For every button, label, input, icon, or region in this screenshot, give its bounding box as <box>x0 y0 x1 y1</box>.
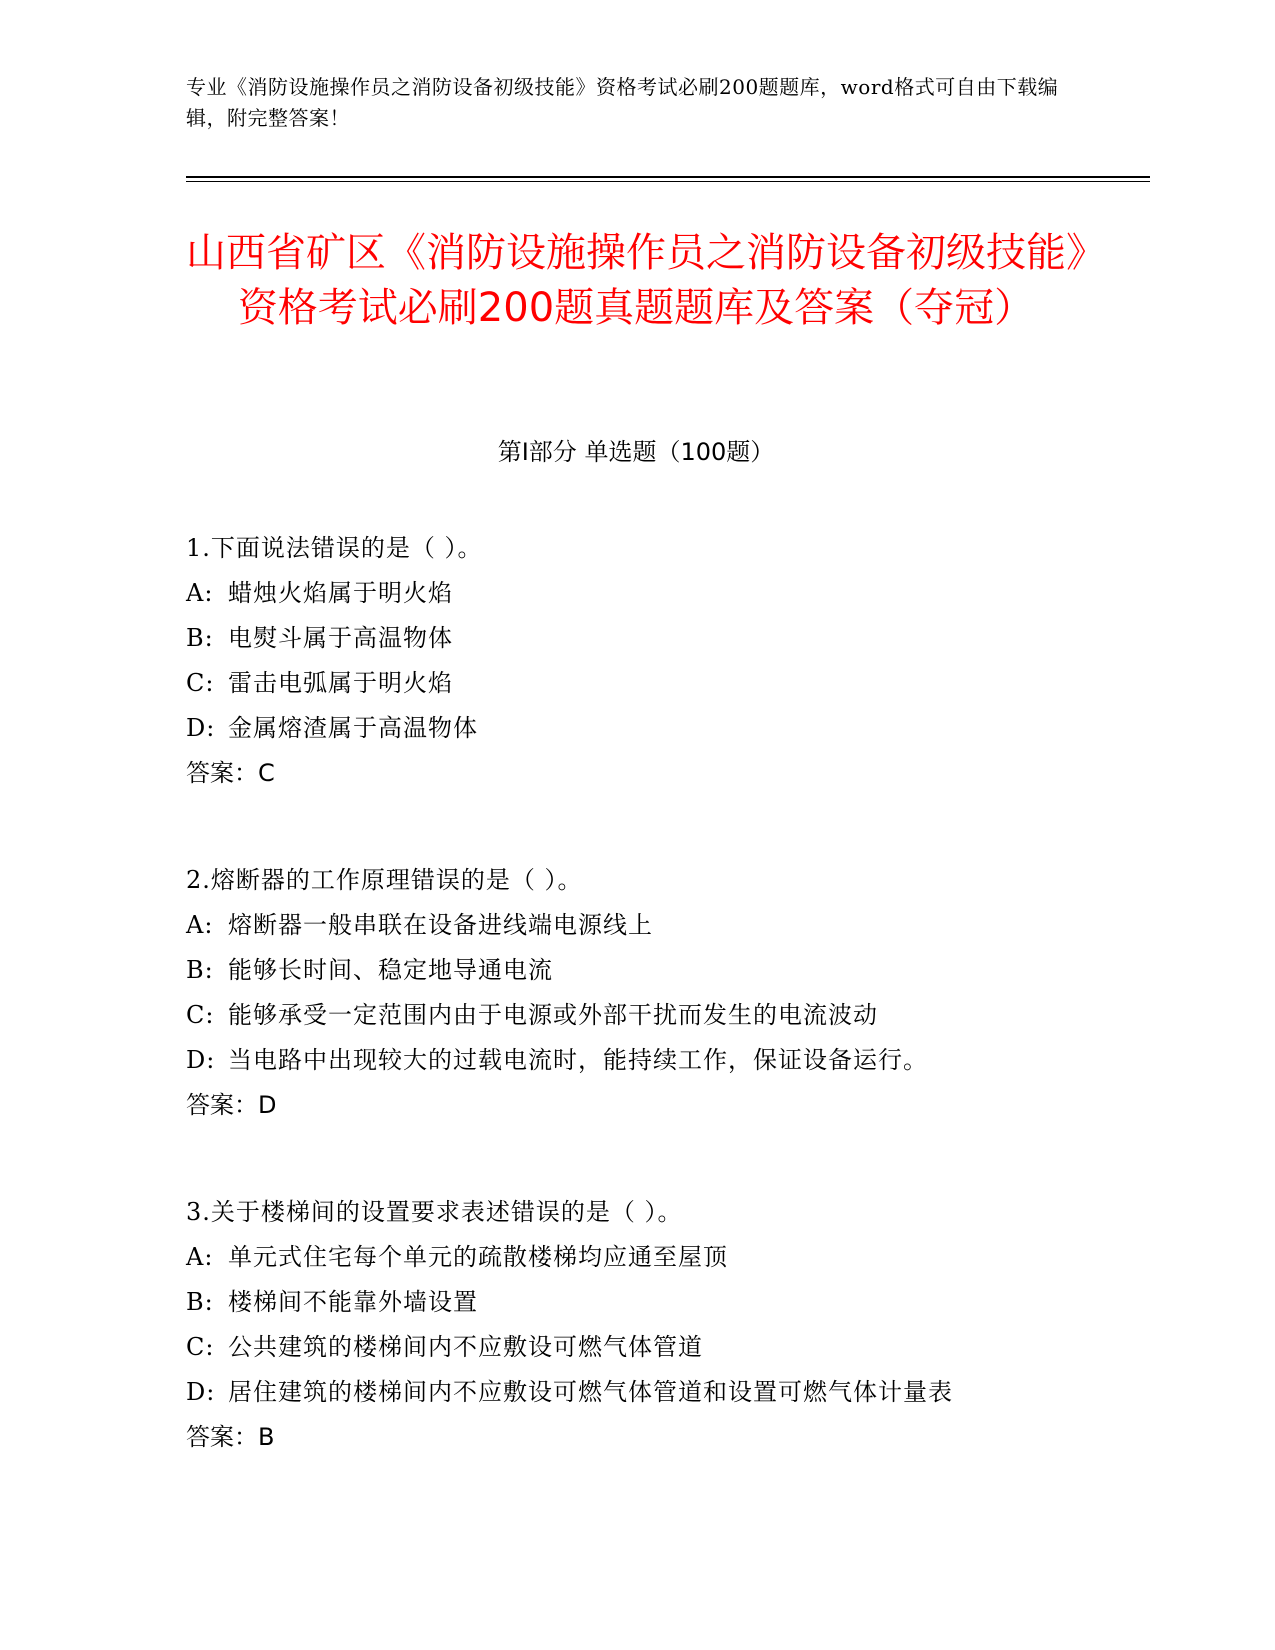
option-a <box>186 1235 1086 1280</box>
option-label: D: <box>186 714 216 742</box>
option-a <box>186 571 1086 616</box>
option-label: A: <box>186 1243 214 1271</box>
option-text: 电熨斗属于高温物体 <box>228 624 453 652</box>
option-text: 居住建筑的楼梯间内不应敷设可燃气体管道和设置可燃气体计量表 <box>228 1378 953 1406</box>
option-label: D: <box>186 1046 216 1074</box>
option-label: C: <box>186 1001 215 1029</box>
answer: 答案：C <box>186 759 275 787</box>
option-b <box>186 616 1086 661</box>
option-text: 能够长时间、稳定地导通电流 <box>228 956 553 984</box>
option-label: B: <box>186 624 214 652</box>
option-label: A: <box>186 911 214 939</box>
option-label: B: <box>186 1288 214 1316</box>
option-text: 单元式住宅每个单元的疏散楼梯均应通至屋顶 <box>228 1243 728 1271</box>
option-d <box>186 1370 1086 1415</box>
question-3 <box>186 1190 1086 1460</box>
header-rule-thin <box>186 181 1150 182</box>
option-b <box>186 948 1086 993</box>
question-1 <box>186 526 1086 796</box>
question-stem: 1.下面说法错误的是（ ）。 <box>186 534 483 562</box>
option-label: C: <box>186 1333 215 1361</box>
answer: 答案：B <box>186 1423 275 1451</box>
option-text: 雷击电弧属于明火焰 <box>228 669 453 697</box>
option-b <box>186 1280 1086 1325</box>
section-title: 第I部分 单选题（100题） <box>497 438 775 466</box>
option-c <box>186 1325 1086 1370</box>
option-label: B: <box>186 956 214 984</box>
option-c <box>186 661 1086 706</box>
option-d <box>186 706 1086 751</box>
option-c <box>186 993 1086 1038</box>
question-stem: 3.关于楼梯间的设置要求表述错误的是（ ）。 <box>186 1198 683 1226</box>
option-label: C: <box>186 669 215 697</box>
document-title: 山西省矿区《消防设施操作员之消防设备初级技能》资格考试必刷200题真题题库及答案（夺冠） <box>186 230 1086 331</box>
header-rule-thick <box>186 176 1150 178</box>
answer: 答案：D <box>186 1091 277 1119</box>
option-text: 金属熔渣属于高温物体 <box>228 714 478 742</box>
option-text: 熔断器一般串联在设备进线端电源线上 <box>228 911 653 939</box>
option-d <box>186 1038 1086 1083</box>
option-a <box>186 903 1086 948</box>
option-text: 当电路中出现较大的过载电流时，能持续工作，保证设备运行。 <box>228 1046 928 1074</box>
option-label: D: <box>186 1378 216 1406</box>
question-stem: 2.熔断器的工作原理错误的是（ ）。 <box>186 866 583 894</box>
question-2 <box>186 858 1086 1128</box>
option-text: 蜡烛火焰属于明火焰 <box>228 579 453 607</box>
header-note: 专业《消防设施操作员之消防设备初级技能》资格考试必刷200题题库，word格式可自由下载编辑，附完整答案！ <box>186 75 1059 130</box>
option-text: 公共建筑的楼梯间内不应敷设可燃气体管道 <box>228 1333 703 1361</box>
option-text: 能够承受一定范围内由于电源或外部干扰而发生的电流波动 <box>228 1001 878 1029</box>
option-label: A: <box>186 579 214 607</box>
question-list <box>186 526 1086 1522</box>
option-text: 楼梯间不能靠外墙设置 <box>228 1288 478 1316</box>
